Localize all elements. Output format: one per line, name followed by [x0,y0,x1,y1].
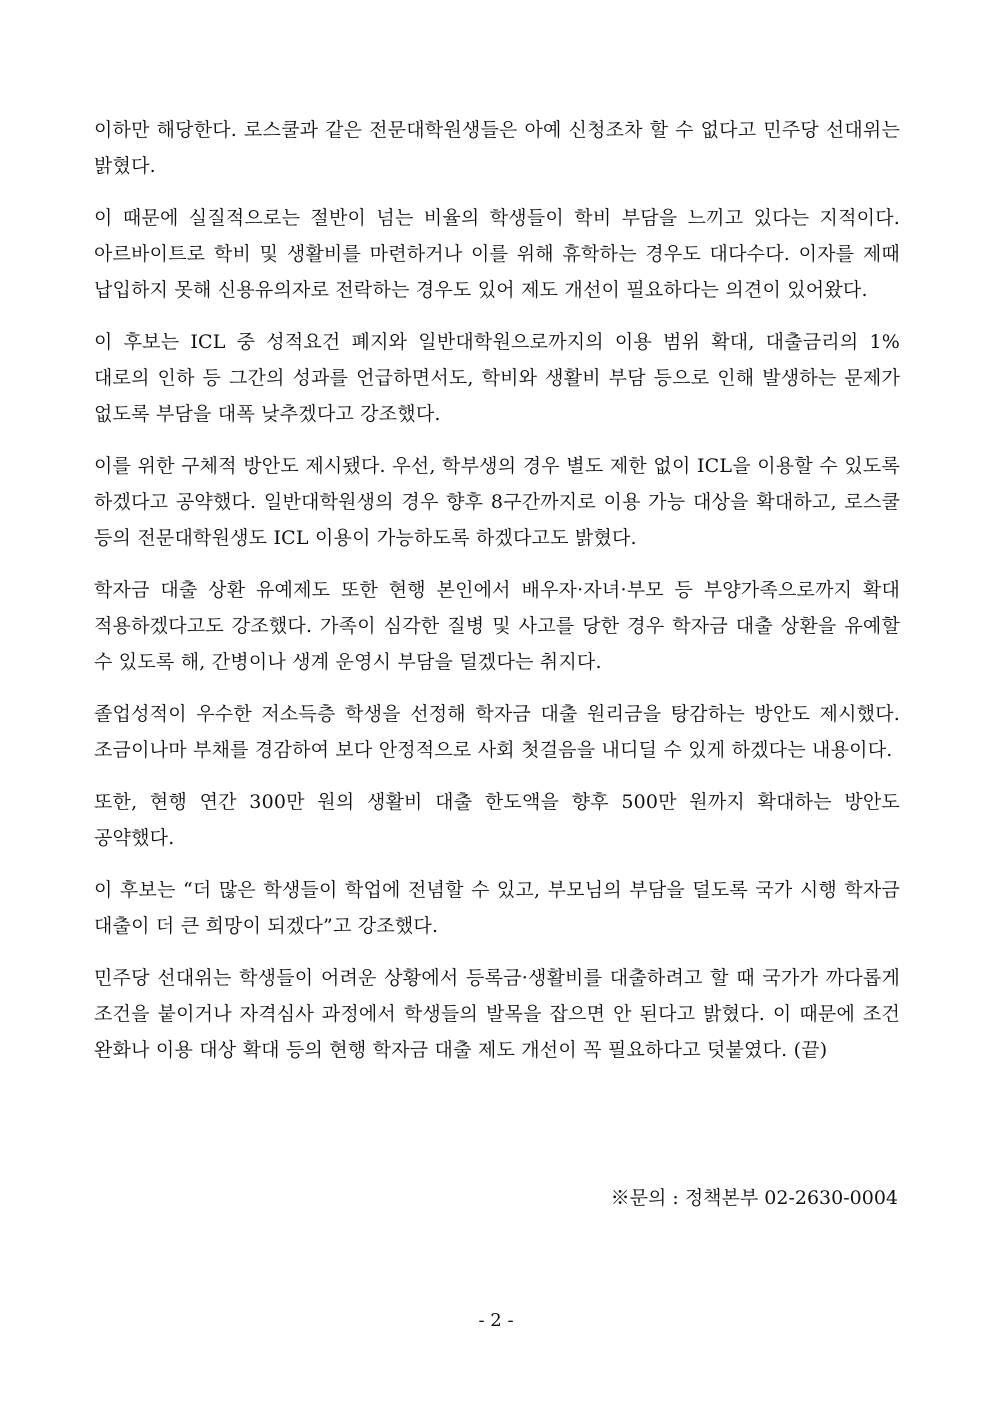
paragraph: 이 후보는 ICL 중 성적요건 폐지와 일반대학원으로까지의 이용 범위 확대, 대출금리의 1%대로의 인하 등 그간의 성과를 언급하면서도, 학비와 생활비 부담 등으로 인해 발생하는 문제가 없도록 부담을 대폭 낮추겠다고 강조했다. [94,331,900,425]
contact-info: ※문의 : 정책본부 02-2630-0004 [610,1187,898,1209]
paragraph: 학자금 대출 상환 유예제도 또한 현행 본인에서 배우자·자녀·부모 등 부양가족으로까지 확대 적용하겠다고도 강조했다. 가족이 심각한 질병 및 사고를 당한 경우 학자금 대출 상환을 유예할 수 있도록 해, 간병이나 생계 운영시 부담을 덜겠다는 취지다. [94,579,900,673]
paragraph: 이 때문에 실질적으로는 절반이 넘는 비율의 학생들이 학비 부담을 느끼고 있다는 지적이다. 아르바이트로 학비 및 생활비를 마련하거나 이를 위해 휴학하는 경우도 대다수다. 이자를 제때 납입하지 못해 신용유의자로 전락하는 경우도 있어 제도 개선이 필요하다는 의견이 있어왔다. [94,207,900,301]
page-number: - 2 - [478,1310,514,1331]
paragraph: 이를 위한 구체적 방안도 제시됐다. 우선, 학부생의 경우 별도 제한 없이 ICL을 이용할 수 있도록 하겠다고 공약했다. 일반대학원생의 경우 향후 8구간까지로 이용 가능 대상을 확대하고, 로스쿨 등의 전문대학원생도 ICL 이용이 가능하도록 하겠다고도 밝혔다. [94,455,900,549]
paragraph: 이하만 해당한다. 로스쿨과 같은 전문대학원생들은 아예 신청조차 할 수 없다고 민주당 선대위는 밝혔다. [94,119,900,177]
paragraph: 이 후보는 “더 많은 학생들이 학업에 전념할 수 있고, 부모님의 부담을 덜도록 국가 시행 학자금 대출이 더 큰 희망이 되겠다”고 강조했다. [94,879,900,937]
paragraph: 졸업성적이 우수한 저소득층 학생을 선정해 학자금 대출 원리금을 탕감하는 방안도 제시했다. 조금이나마 부채를 경감하여 보다 안정적으로 사회 첫걸음을 내디딜 수 있게 하겠다는 내용이다. [94,703,900,761]
paragraph: 또한, 현행 연간 300만 원의 생활비 대출 한도액을 향후 500만 원까지 확대하는 방안도 공약했다. [94,791,900,849]
document-body [94,112,900,1084]
paragraph: 민주당 선대위는 학생들이 어려운 상황에서 등록금·생활비를 대출하려고 할 때 국가가 까다롭게 조건을 붙이거나 자격심사 과정에서 학생들의 발목을 잡으면 안 된다고 밝혔다. 이 때문에 조건 완화나 이용 대상 확대 등의 현행 학자금 대출 제도 개선이 꼭 필요하다고 덧붙였다. (끝) [94,967,900,1061]
